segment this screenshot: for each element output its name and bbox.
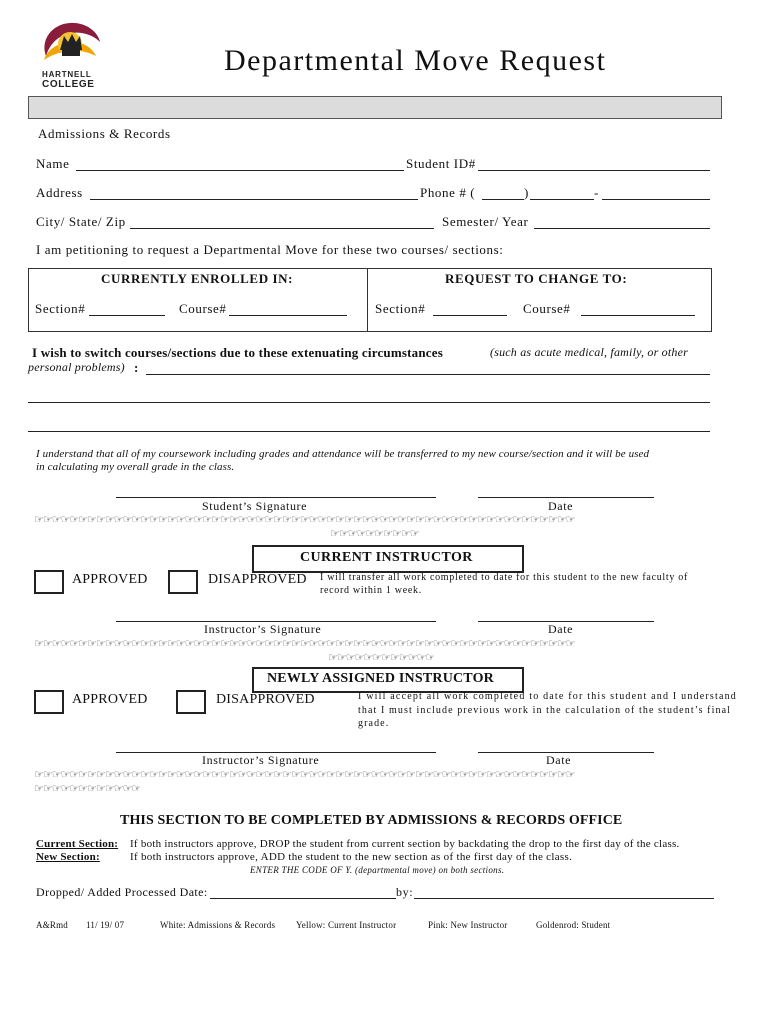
footer-goldenrod-copy: Goldenrod: Student [536, 920, 611, 930]
separator-3b: ☞☞☞☞☞☞☞☞☞☞☞☞ [34, 782, 141, 795]
student-date-label: Date [548, 499, 574, 513]
new-instructor-date-label: Date [546, 753, 572, 767]
separator-2: ☞☞☞☞☞☞☞☞☞☞☞☞☞☞☞☞☞☞☞☞☞☞☞☞☞☞☞☞☞☞☞☞☞☞☞☞☞☞☞☞☞☞☞☞☞☞☞☞☞☞☞☞☞☞☞☞☞☞☞☞☞ [34, 637, 575, 650]
current-disapproved-checkbox[interactable] [168, 570, 198, 594]
address-label: Address [36, 185, 83, 200]
new-section-field[interactable] [433, 315, 507, 316]
new-disapproved-checkbox[interactable] [176, 690, 206, 714]
new-course-label: Course# [523, 301, 571, 316]
current-instructor-note-1: I will transfer all work completed to date for this student to the new faculty of [320, 572, 688, 583]
student-signature-field[interactable] [116, 497, 436, 498]
griffin-emblem-icon [38, 20, 104, 72]
current-section-label: Section# [35, 301, 86, 316]
understand-line-1: I understand that all of my coursework including grades and attendance will be transferred to my new course/section and it will be used [36, 448, 650, 460]
semester-field[interactable] [534, 228, 710, 229]
course-table [28, 268, 712, 332]
phone-label: Phone # ( [420, 185, 476, 200]
circumstances-examples: (such as acute medical, family, or other [490, 345, 688, 359]
circumstances-colon: : [134, 360, 139, 375]
separator-3: ☞☞☞☞☞☞☞☞☞☞☞☞☞☞☞☞☞☞☞☞☞☞☞☞☞☞☞☞☞☞☞☞☞☞☞☞☞☞☞☞☞☞☞☞☞☞☞☞☞☞☞☞☞☞☞☞☞☞☞☞☞ [34, 768, 575, 781]
new-approved-label: APPROVED [72, 692, 148, 707]
name-field[interactable] [76, 170, 404, 171]
separator-1: ☞☞☞☞☞☞☞☞☞☞☞☞☞☞☞☞☞☞☞☞☞☞☞☞☞☞☞☞☞☞☞☞☞☞☞☞☞☞☞☞☞☞☞☞☞☞☞☞☞☞☞☞☞☞☞☞☞☞☞☞☞ [34, 513, 575, 526]
city-label: City/ State/ Zip [36, 214, 126, 229]
new-section-rule-text: If both instructors approve, ADD the student to the new section as of the first day of the class. [130, 851, 573, 863]
new-course-field[interactable] [581, 315, 695, 316]
new-instructor-note-3: grade. [358, 718, 390, 729]
processed-by-label: by: [396, 885, 414, 899]
separator-1b: ☞☞☞☞☞☞☞☞☞☞ [330, 527, 419, 540]
new-section-label: Section# [375, 301, 426, 316]
phone-area-field[interactable] [482, 199, 524, 200]
circumstances-field-1[interactable] [146, 374, 710, 375]
header-bar [28, 96, 722, 119]
name-label: Name [36, 156, 70, 171]
footer-date: 11/ 19/ 07 [86, 920, 125, 930]
current-approved-checkbox[interactable] [34, 570, 64, 594]
current-section-rule-text: If both instructors approve, DROP the student from current section by backdating the drop to the first day of the class. [130, 838, 680, 850]
circumstances-label: I wish to switch courses/sections due to these extenuating circumstances [32, 345, 443, 360]
new-instructor-signature-label: Instructor’s Signature [202, 753, 320, 767]
current-enrolled-header: CURRENTLY ENROLLED IN: [101, 271, 294, 286]
office-label: Admissions & Records [38, 126, 171, 141]
current-section-field[interactable] [89, 315, 165, 316]
circumstances-examples-2: personal problems) [28, 360, 125, 374]
logo-line1: HARTNELL [42, 70, 92, 79]
current-approved-label: APPROVED [72, 572, 148, 587]
current-course-label: Course# [179, 301, 227, 316]
understand-line-2: in calculating my overall grade in the class. [36, 461, 235, 473]
student-date-field[interactable] [478, 497, 654, 498]
processed-by-field[interactable] [414, 898, 714, 899]
page-title: Departmental Move Request [224, 44, 607, 77]
petition-text: I am petitioning to request a Departmental Move for these two courses/ sections: [36, 242, 504, 257]
current-instructor-title: CURRENT INSTRUCTOR [300, 550, 473, 565]
footer-yellow-copy: Yellow: Current Instructor [296, 920, 397, 930]
separator-2b: ☞☞☞☞☞☞☞☞☞☞☞☞ [328, 651, 435, 664]
new-disapproved-label: DISAPPROVED [216, 692, 315, 707]
current-section-rule-label: Current Section: [36, 838, 119, 850]
current-instructor-note-2: record within 1 week. [320, 585, 422, 596]
code-note: ENTER THE CODE OF Y. (departmental move) on both sections. [250, 865, 505, 875]
current-instructor-date-label: Date [548, 622, 574, 636]
new-instructor-note-2: that I must include previous work in the calculation of the student’s final [358, 705, 731, 716]
student-id-field[interactable] [478, 170, 710, 171]
phone-paren: ) [524, 185, 529, 200]
college-logo [38, 20, 104, 90]
student-signature-label: Student’s Signature [202, 499, 308, 513]
current-instructor-signature-label: Instructor’s Signature [204, 622, 322, 636]
request-change-header: REQUEST TO CHANGE TO: [445, 271, 628, 286]
semester-label: Semester/ Year [442, 214, 529, 229]
current-course-field[interactable] [229, 315, 347, 316]
office-section-title: THIS SECTION TO BE COMPLETED BY ADMISSIONS & RECORDS OFFICE [120, 813, 623, 828]
processed-date-field[interactable] [210, 898, 396, 899]
current-disapproved-label: DISAPPROVED [208, 572, 307, 587]
phone-dash: - [594, 185, 599, 200]
new-section-rule-label: New Section: [36, 851, 100, 863]
footer-white-copy: White: Admissions & Records [160, 920, 276, 930]
new-approved-checkbox[interactable] [34, 690, 64, 714]
processed-date-label: Dropped/ Added Processed Date: [36, 885, 208, 899]
address-field[interactable] [90, 199, 418, 200]
new-instructor-title: NEWLY ASSIGNED INSTRUCTOR [267, 671, 494, 686]
student-id-label: Student ID# [406, 156, 476, 171]
circumstances-field-2[interactable] [28, 402, 710, 403]
phone-number-field[interactable] [602, 199, 710, 200]
footer-code: A&Rmd [36, 920, 69, 930]
circumstances-field-3[interactable] [28, 431, 710, 432]
table-divider [367, 269, 368, 331]
phone-prefix-field[interactable] [530, 199, 594, 200]
city-field[interactable] [130, 228, 434, 229]
footer-pink-copy: Pink: New Instructor [428, 920, 508, 930]
new-instructor-note-1: I will accept all work completed to date for this student and I understand [358, 691, 737, 702]
logo-line2: COLLEGE [42, 79, 95, 90]
